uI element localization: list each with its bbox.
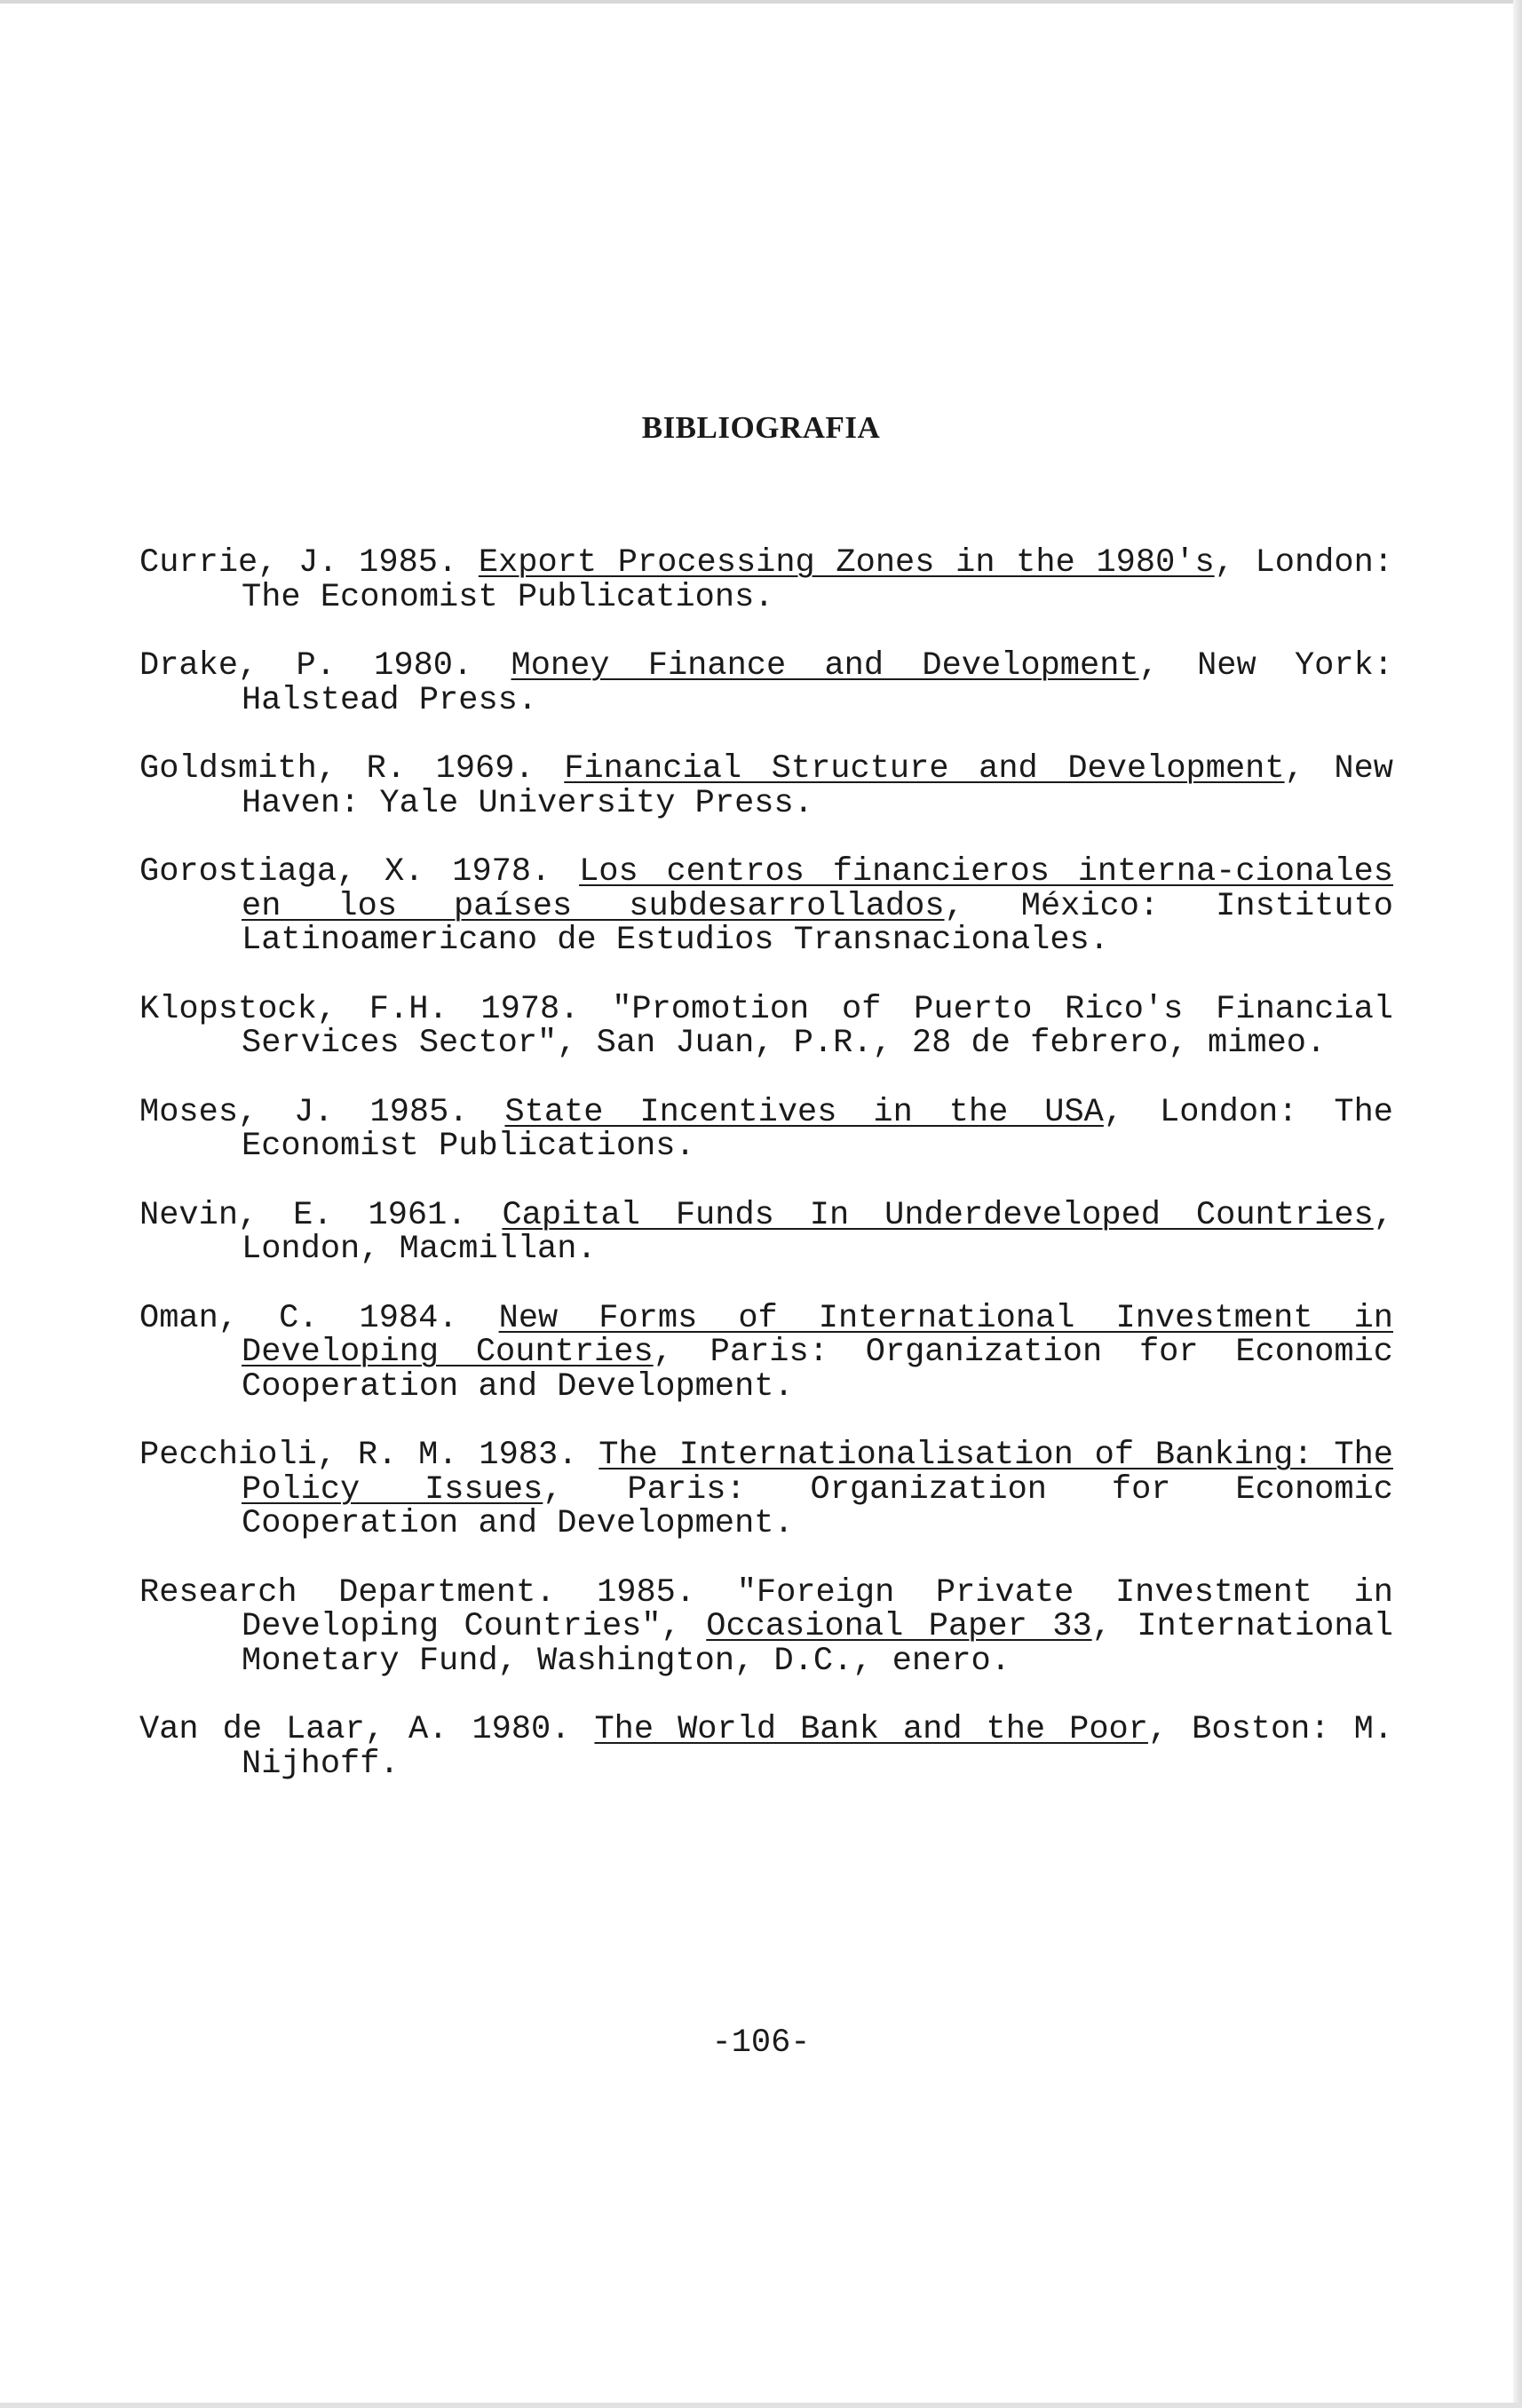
- entry-title: The World Bank and the Poor: [594, 1711, 1148, 1748]
- bibliography-entry: [139, 546, 1393, 614]
- bibliography-entry: [139, 855, 1393, 958]
- bibliography-entry: [139, 649, 1393, 717]
- entry-author-year: Van de Laar, A. 1980.: [139, 1711, 595, 1748]
- bibliography-entry: [139, 990, 1393, 1062]
- page-title: BIBLIOGRAFIA: [641, 410, 881, 445]
- entry-title: Money Finance and Development: [511, 647, 1139, 685]
- entry-author-year: Currie, J. 1985.: [139, 544, 479, 582]
- page-edge-bottom: [0, 2403, 1522, 2408]
- entry-publication: , London: The Economist Publications.: [242, 1093, 1393, 1165]
- bibliography-entry: [139, 1196, 1393, 1268]
- bibliography-list: [139, 546, 1393, 1816]
- entry-title: Capital Funds In Underdeveloped Countries: [502, 1196, 1374, 1234]
- entry-publication: , Paris: Organization for Economic Cooperation and Development.: [242, 1470, 1393, 1542]
- entry-title: The Internationalisation of Banking: The Policy Issues: [242, 1437, 1393, 1509]
- bibliography-entry: [139, 1299, 1393, 1406]
- entry-author-year: Moses, J. 1985.: [139, 1093, 505, 1131]
- entry-publication: , London: The Economist Publications.: [242, 544, 1393, 616]
- entry-author-year: Nevin, E. 1961.: [139, 1196, 503, 1234]
- entry-title: State Incentives in the USA: [504, 1093, 1104, 1131]
- entry-publication: , México: Instituto Latinoamericano de Estudios Transnacionales.: [242, 887, 1394, 959]
- entry-publication: , International Monetary Fund, Washington, D.C., enero.: [242, 1608, 1393, 1680]
- entry-author-year: Oman, C. 1984.: [139, 1299, 499, 1337]
- page-number: -106-: [711, 2024, 811, 2062]
- bibliography-entry: [139, 1713, 1393, 1781]
- entry-title: Financial Structure and Development: [564, 750, 1285, 788]
- entry-publication: , Paris: Organization for Economic Cooperation and Development.: [242, 1334, 1393, 1406]
- entry-title: Occasional Paper 33: [706, 1608, 1092, 1645]
- entry-title: Export Processing Zones in the 1980's: [478, 544, 1215, 582]
- entry-publication: , London, Macmillan.: [242, 1196, 1393, 1268]
- entry-author-year: Pecchioli, R. M. 1983.: [139, 1437, 599, 1474]
- entry-author-year: Gorostiaga, X. 1978.: [139, 853, 580, 891]
- entry-author-year: Drake, P. 1980.: [139, 647, 511, 685]
- bibliography-entry: [139, 1573, 1393, 1680]
- entry-title: Los centros financieros interna-cionales en los países subdesarrollados: [242, 853, 1393, 925]
- entry-author-year: Goldsmith, R. 1969.: [139, 750, 565, 788]
- entry-author-year: Research Department. 1985. "Foreign Private Investment in Developing Countries",: [139, 1573, 1393, 1645]
- bibliography-entry: [139, 1438, 1393, 1541]
- entry-publication: "Promotion of Puerto Rico's Financial Services Sector", San Juan, P.R., 28 de febrero, mimeo.: [242, 990, 1393, 1062]
- entry-publication: , New Haven: Yale University Press.: [242, 750, 1393, 822]
- bibliography-entry: [139, 1093, 1393, 1165]
- entry-publication: , New York: Halstead Press.: [242, 647, 1393, 719]
- entry-publication: , Boston: M. Nijhoff.: [242, 1711, 1393, 1783]
- entry-title: New Forms of International Investment in Developing Countries: [242, 1299, 1393, 1371]
- entry-author-year: Klopstock, F.H. 1978.: [139, 990, 613, 1028]
- page-edge-top: [0, 0, 1522, 4]
- bibliography-entry: [139, 752, 1393, 820]
